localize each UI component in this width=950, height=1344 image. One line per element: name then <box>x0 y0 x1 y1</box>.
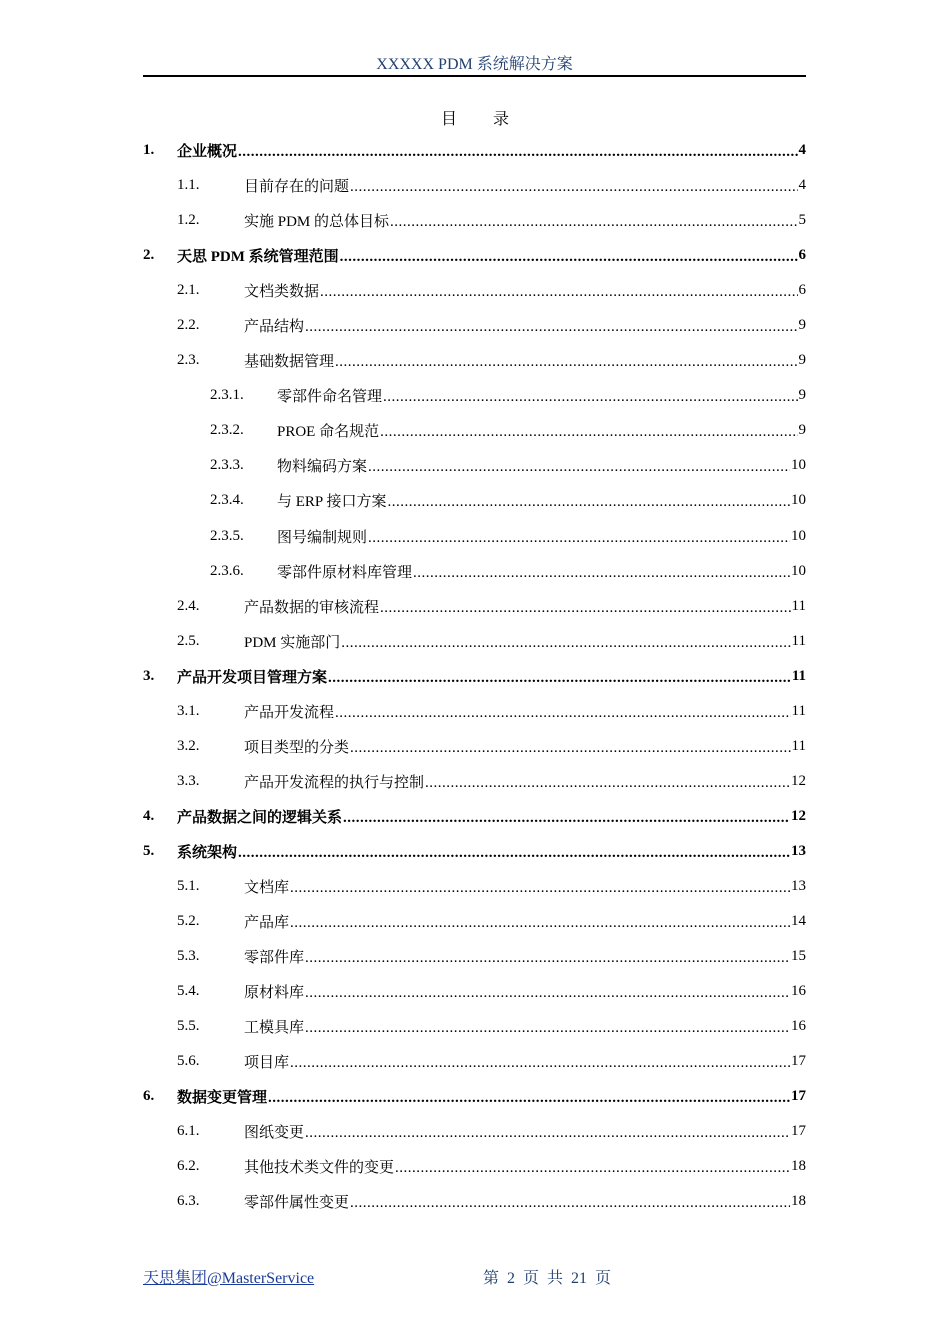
toc-entry[interactable] <box>143 729 806 764</box>
table-of-contents <box>143 133 806 1219</box>
toc-entry-number: 3.2. <box>177 737 200 754</box>
toc-entry-title: 产品结构 <box>244 319 305 336</box>
toc-entry-number: 3. <box>143 667 155 684</box>
footer-page-number: 第 2 页 共 21 页 <box>483 1270 612 1287</box>
toc-entry[interactable] <box>143 1114 806 1149</box>
toc-entry-number: 2.3.5. <box>210 527 244 544</box>
toc-entry[interactable] <box>143 413 806 448</box>
toc-entry-title: 数据变更管理 <box>177 1090 268 1107</box>
toc-dot-leader <box>341 635 790 652</box>
toc-entry-title: 实施 PDM 的总体目标 <box>244 214 390 231</box>
toc-entry-page: 10 <box>791 492 806 509</box>
toc-entry[interactable] <box>143 1079 806 1114</box>
toc-entry-page: 5 <box>798 212 806 229</box>
toc-entry-title: 与 ERP 接口方案 <box>277 494 387 511</box>
toc-dot-leader <box>413 565 790 582</box>
toc-entry-title: 产品开发流程的执行与控制 <box>244 774 425 791</box>
toc-entry-title: 项目类型的分类 <box>244 739 350 756</box>
toc-entry-number: 2.3.2. <box>210 422 244 439</box>
toc-entry[interactable] <box>143 799 806 834</box>
toc-dot-leader <box>390 214 797 231</box>
toc-entry[interactable] <box>143 519 806 554</box>
toc-entry-page: 6 <box>798 247 806 264</box>
toc-entry-title: 项目库 <box>244 1055 290 1072</box>
toc-entry[interactable] <box>143 904 806 939</box>
toc-entry[interactable] <box>143 869 806 904</box>
toc-entry[interactable] <box>143 974 806 1009</box>
toc-dot-leader <box>395 1160 790 1177</box>
toc-entry-page: 9 <box>798 422 806 439</box>
toc-entry-number: 2.3.1. <box>210 387 244 404</box>
toc-entry-page: 6 <box>798 282 806 299</box>
toc-entry[interactable] <box>143 1009 806 1044</box>
toc-entry-title: 图纸变更 <box>244 1125 305 1142</box>
toc-entry[interactable] <box>143 238 806 273</box>
toc-entry-number: 2.3.4. <box>210 492 244 509</box>
toc-dot-leader <box>335 705 791 722</box>
toc-entry[interactable] <box>143 168 806 203</box>
toc-entry-number: 1. <box>143 142 155 159</box>
toc-entry-title: 零部件命名管理 <box>277 389 383 406</box>
toc-entry[interactable] <box>143 589 806 624</box>
toc-dot-leader <box>320 284 797 301</box>
toc-entry-number: 5.4. <box>177 983 200 1000</box>
toc-entry-title: 产品开发流程 <box>244 704 335 721</box>
toc-entry-title: 文档类数据 <box>244 284 320 301</box>
toc-entry-number: 2.3.3. <box>210 457 244 474</box>
toc-dot-leader <box>305 319 797 336</box>
toc-dot-leader <box>350 1195 790 1212</box>
toc-entry-title: 图号编制规则 <box>277 529 368 546</box>
toc-entry-number: 5.3. <box>177 948 200 965</box>
toc-entry[interactable] <box>143 448 806 483</box>
toc-entry-page: 17 <box>791 1088 806 1105</box>
page-header-title: XXXXX PDM 系统解决方案 <box>376 56 573 73</box>
toc-entry-number: 1.2. <box>177 212 200 229</box>
toc-dot-leader <box>328 670 791 687</box>
toc-entry-title: 产品库 <box>244 915 290 932</box>
toc-entry-page: 18 <box>791 1193 806 1210</box>
toc-dot-leader <box>290 915 790 932</box>
toc-entry[interactable] <box>143 939 806 974</box>
toc-entry-title: 系统架构 <box>177 844 238 861</box>
toc-entry-number: 2.3.6. <box>210 562 244 579</box>
toc-entry-page: 12 <box>791 807 806 824</box>
toc-entry-title: 零部件库 <box>244 950 305 967</box>
toc-entry[interactable] <box>143 659 806 694</box>
toc-entry-page: 10 <box>791 457 806 474</box>
toc-entry-page: 10 <box>791 527 806 544</box>
toc-entry-page: 12 <box>791 772 806 789</box>
toc-dot-leader <box>387 494 790 511</box>
toc-entry-page: 10 <box>791 562 806 579</box>
footer-company-link[interactable]: 天思集团@MasterService <box>143 1270 315 1287</box>
toc-dot-leader <box>383 389 797 406</box>
toc-entry-page: 15 <box>791 948 806 965</box>
toc-entry-number: 3.1. <box>177 702 200 719</box>
toc-entry-page: 9 <box>798 387 806 404</box>
toc-entry[interactable] <box>143 378 806 413</box>
toc-entry-title: 目前存在的问题 <box>244 179 350 196</box>
toc-dot-leader <box>305 1125 790 1142</box>
toc-entry-number: 5.6. <box>177 1053 200 1070</box>
toc-entry[interactable] <box>143 133 806 168</box>
toc-entry-title: 基础数据管理 <box>244 354 335 371</box>
toc-entry-title: 企业概况 <box>177 144 238 161</box>
toc-entry-number: 6.2. <box>177 1158 200 1175</box>
toc-entry-number: 2.1. <box>177 282 200 299</box>
toc-entry-title: 物料编码方案 <box>277 459 368 476</box>
toc-entry[interactable] <box>143 834 806 869</box>
toc-dot-leader <box>368 530 790 547</box>
toc-entry[interactable] <box>143 343 806 378</box>
toc-entry[interactable] <box>143 273 806 308</box>
toc-entry-number: 5.1. <box>177 878 200 894</box>
toc-dot-leader <box>238 144 797 161</box>
toc-entry-number: 2.4. <box>177 597 200 614</box>
toc-dot-leader <box>305 950 790 967</box>
toc-entry-number: 6.1. <box>177 1123 200 1140</box>
toc-dot-leader <box>290 880 790 897</box>
toc-dot-leader <box>425 775 790 792</box>
toc-entry-page: 11 <box>791 667 806 684</box>
toc-dot-leader <box>380 424 797 441</box>
toc-entry-page: 4 <box>798 177 806 194</box>
toc-entry-number: 5.5. <box>177 1018 200 1035</box>
toc-entry-title: PROE 命名规范 <box>277 424 380 441</box>
toc-dot-leader <box>350 179 797 196</box>
toc-entry[interactable] <box>143 1184 806 1219</box>
toc-entry-number: 2.3. <box>177 352 200 369</box>
toc-dot-leader <box>343 810 790 827</box>
toc-entry-page: 14 <box>791 913 806 930</box>
toc-entry-page: 4 <box>798 142 806 159</box>
toc-entry-page: 16 <box>791 983 806 1000</box>
toc-entry-page: 18 <box>791 1158 806 1175</box>
toc-dot-leader <box>380 600 791 617</box>
toc-entry-title: 产品数据之间的逻辑关系 <box>177 809 343 826</box>
toc-entry-number: 2. <box>143 247 155 264</box>
toc-entry-number: 2.2. <box>177 317 200 334</box>
toc-entry-page: 9 <box>798 352 806 369</box>
toc-dot-leader <box>350 740 791 757</box>
toc-entry-number: 3.3. <box>177 772 200 789</box>
toc-entry-title: 其他技术类文件的变更 <box>244 1160 395 1177</box>
toc-entry-page: 16 <box>791 1018 806 1035</box>
toc-entry-number: 5.2. <box>177 913 200 930</box>
toc-entry[interactable] <box>143 554 806 589</box>
toc-dot-leader <box>335 354 797 371</box>
toc-entry[interactable] <box>143 483 806 518</box>
toc-entry-page: 11 <box>791 702 806 719</box>
toc-entry-title: 零部件属性变更 <box>244 1195 350 1212</box>
toc-entry-title: 文档库 <box>244 880 290 896</box>
toc-dot-leader <box>290 1055 790 1072</box>
toc-entry-number: 6. <box>143 1088 155 1105</box>
toc-dot-leader <box>268 1090 790 1107</box>
toc-entry[interactable] <box>143 694 806 729</box>
toc-entry-title: 天思 PDM 系统管理范围 <box>177 249 339 266</box>
toc-dot-leader <box>340 249 798 266</box>
toc-entry-number: 5. <box>143 842 155 859</box>
toc-dot-leader <box>305 1020 790 1037</box>
toc-heading: 目 录 <box>440 111 525 128</box>
toc-entry[interactable] <box>143 624 806 659</box>
toc-entry-page: 13 <box>791 842 806 859</box>
toc-entry-page: 13 <box>791 878 806 894</box>
toc-entry-title: PDM 实施部门 <box>244 634 341 651</box>
toc-entry-page: 11 <box>791 632 806 649</box>
toc-entry[interactable] <box>143 764 806 799</box>
toc-entry-page: 11 <box>791 597 806 614</box>
toc-entry-page: 17 <box>791 1053 806 1070</box>
toc-entry[interactable] <box>143 203 806 238</box>
toc-entry-number: 1.1. <box>177 177 200 194</box>
header-divider <box>143 75 806 77</box>
toc-entry[interactable] <box>143 1044 806 1079</box>
toc-entry[interactable] <box>143 1149 806 1184</box>
toc-dot-leader <box>368 459 790 476</box>
toc-entry-page: 17 <box>791 1123 806 1140</box>
toc-entry-number: 4. <box>143 807 155 824</box>
toc-entry-title: 产品数据的审核流程 <box>244 599 380 616</box>
toc-entry-title: 原材料库 <box>244 985 305 1002</box>
toc-entry[interactable] <box>143 308 806 343</box>
toc-entry-title: 工模具库 <box>244 1020 305 1037</box>
toc-dot-leader <box>305 985 790 1002</box>
toc-entry-number: 2.5. <box>177 632 200 649</box>
toc-entry-page: 11 <box>791 737 806 754</box>
toc-entry-title: 产品开发项目管理方案 <box>177 669 328 686</box>
toc-entry-page: 9 <box>798 317 806 334</box>
toc-entry-title: 零部件原材料库管理 <box>277 564 413 581</box>
toc-entry-number: 6.3. <box>177 1193 200 1210</box>
toc-dot-leader <box>238 845 790 862</box>
